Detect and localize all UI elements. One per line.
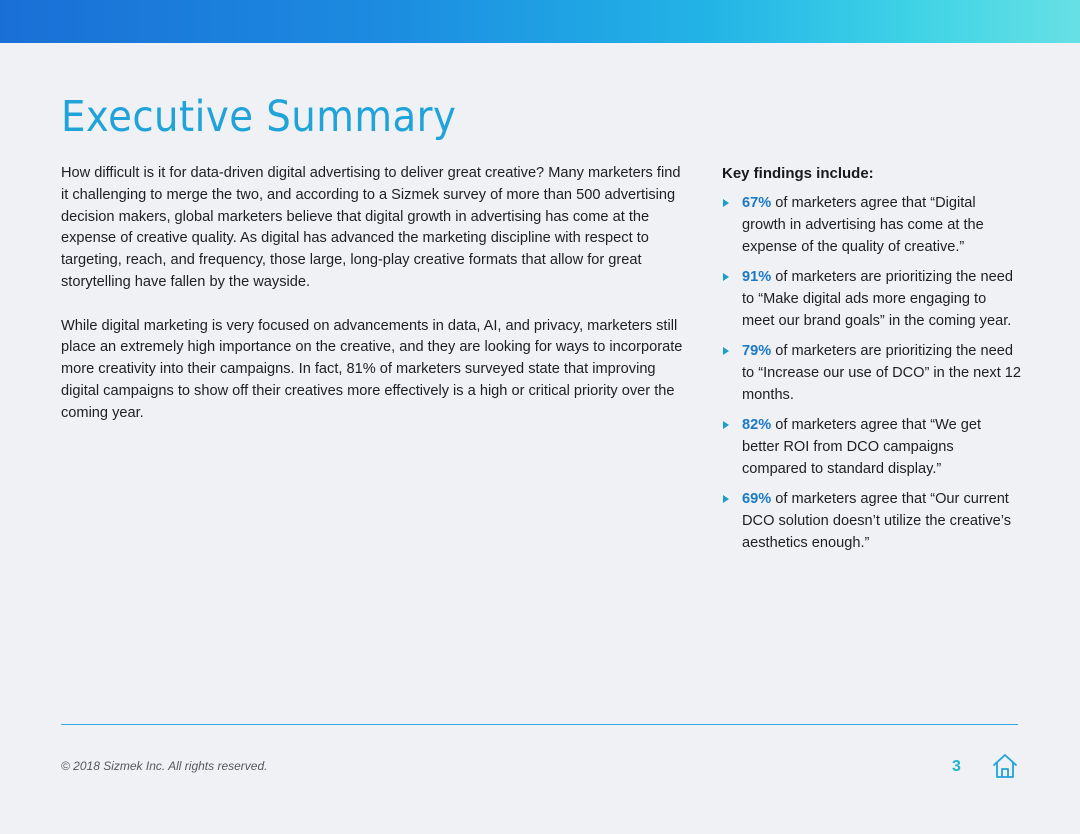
key-findings-heading: Key findings include: <box>722 165 874 182</box>
finding-percent: 79% <box>742 343 772 359</box>
finding-item <box>722 488 1022 554</box>
finding-percent: 67% <box>742 195 772 211</box>
copyright-notice: © 2018 Sizmek Inc. All rights reserved. <box>61 759 268 773</box>
key-findings <box>722 163 1022 562</box>
bullet-arrow-icon <box>723 421 729 429</box>
finding-percent: 82% <box>742 417 772 433</box>
finding-text: of marketers are prioritizing the need to “Make digital ads more engaging to meet our brand goals” in the coming year. <box>742 269 1013 329</box>
bullet-arrow-icon <box>723 495 729 503</box>
intro-text <box>61 163 687 446</box>
footer-divider <box>61 724 1018 725</box>
finding-text: of marketers agree that “Digital growth in advertising has come at the expense of the quality of creative.” <box>742 195 984 255</box>
finding-item <box>722 192 1022 258</box>
finding-item <box>722 414 1022 480</box>
finding-text: of marketers are prioritizing the need to “Increase our use of DCO” in the next 12 months. <box>742 343 1022 403</box>
bullet-arrow-icon <box>723 199 729 207</box>
finding-item <box>722 340 1022 406</box>
finding-percent: 91% <box>742 269 772 285</box>
finding-text: of marketers agree that “We get better ROI from DCO campaigns compared to standard display.” <box>742 417 982 477</box>
page-title: Executive Summary <box>61 92 457 142</box>
header-gradient-band <box>0 0 1080 43</box>
intro-paragraph: How difficult is it for data-driven digital advertising to deliver great creative? Many marketers find it challenging to merge the two, and according to a Sizmek survey of more than 500 advertising decision makers, global marketers believe that digital growth in advertising has come at the expense of creative quality. As digital has advanced the marketing discipline with respect to targeting, reach, and frequency, those large, long-play creative formats that allow for great storytelling have fallen by the wayside. <box>61 165 681 290</box>
bullet-arrow-icon <box>723 273 729 281</box>
finding-text: of marketers agree that “Our current DCO solution doesn’t utilize the creative’s aesthetics enough.” <box>742 491 1012 551</box>
finding-item <box>722 266 1022 332</box>
intro-paragraph: While digital marketing is very focused on advancements in data, AI, and privacy, marketers still place an extremely high importance on the creative, and they are looking for ways to incorporate more creativity into their campaigns. In fact, 81% of marketers surveyed state that improving digital campaigns to show off their creatives more effectively is a high or critical priority over the coming year. <box>61 317 683 421</box>
home-icon[interactable] <box>991 752 1019 780</box>
page-number: 3 <box>952 758 961 775</box>
bullet-arrow-icon <box>723 347 729 355</box>
finding-percent: 69% <box>742 491 772 507</box>
home-icon-graphic <box>991 752 1019 780</box>
